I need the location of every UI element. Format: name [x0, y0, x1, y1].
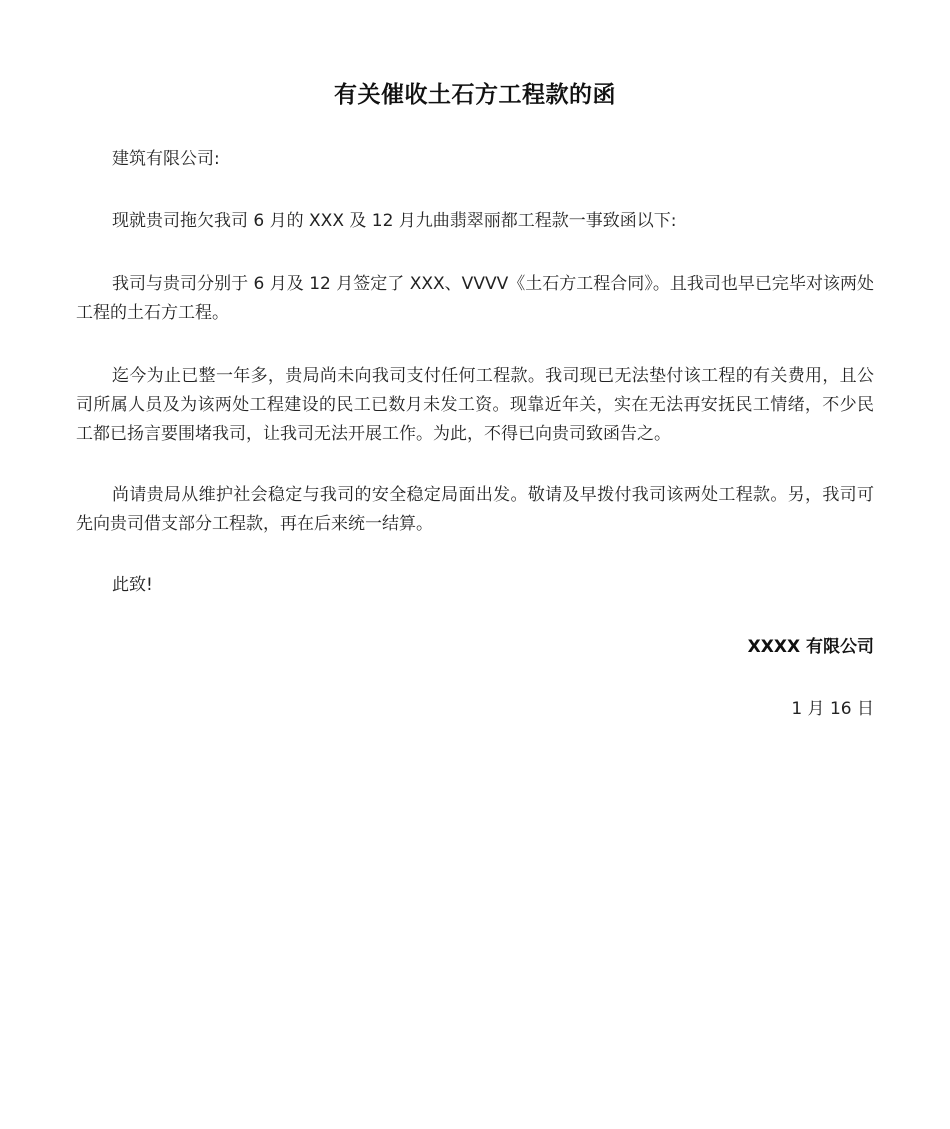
paragraph-debt: 迄今为止已整一年多，贵局尚未向我司支付任何工程款。我司现已无法垫付该工程的有关费用，且公司所属人员及为该两处工程建设的民工已数月未发工资。现靠近年关，实在无法再安抚民工情绪，不少民工都已扬言要围堵我司，让我司无法开展工作。为此，不得已向贵司致函告之。: [76, 366, 874, 444]
signature-company: XXXX 有限公司: [747, 637, 874, 657]
paragraph-contract: 我司与贵司分别于 6 月及 12 月签定了 XXX、VVVV《土石方工程合同》。且我司也早已完毕对该两处工程的土石方工程。: [76, 274, 874, 323]
closing-salute: 此致!: [112, 575, 153, 595]
paragraph-intro: 现就贵司拖欠我司 6 月的 XXX 及 12 月九曲翡翠丽都工程款一事致函以下:: [112, 211, 677, 231]
signature-date: 1 月 16 日: [791, 699, 874, 719]
paragraph-request: 尚请贵局从维护社会稳定与我司的安全稳定局面出发。敬请及早拨付我司该两处工程款。另，我司可先向贵司借支部分工程款，再在后来统一结算。: [76, 485, 874, 534]
salutation: 建筑有限公司:: [112, 149, 220, 169]
letter-title: 有关催收土石方工程款的函: [334, 82, 616, 108]
